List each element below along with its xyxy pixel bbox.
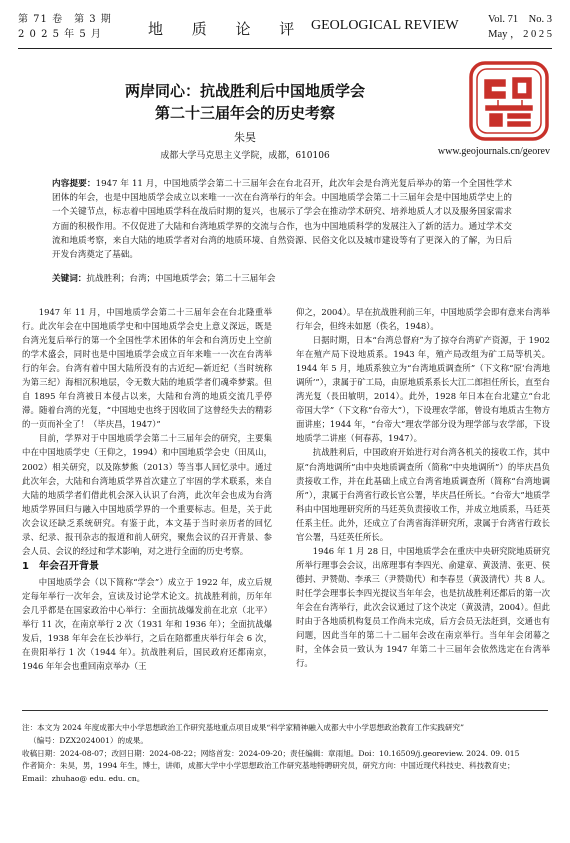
footnote-email[interactable]: Email：zhuhao@ edu. edu. cn。 — [22, 774, 145, 784]
paragraph: 中国地质学会（以下简称“学会”）成立于 1922 年，成立后规定每年举行一次年会，宣读及讨论学术论文。抗战胜利前，历年年会几乎都是在国家政治中心举行：全面抗战爆发前在北京（北平）举行 11 次，在南京举行 2 次（1931 年和 1936 年）；全面抗战爆发后，1938 年年会在长沙举行，之后在陪都重庆举行年会 6 次，在贵阳举行 1 次（1944 年）。抗战胜利后，国民政府还都南京，1946 年年会也重回南京举办（王 — [22, 576, 272, 672]
footnote — [22, 722, 552, 786]
keywords-label: 关键词： — [52, 274, 87, 284]
paragraph: 目前，学界对于中国地质学会第二十三届年会的研究，主要集中在中国地质学史（王仰之，1994）和中国地质学会史（田凤山，2002）相关研究，以及陈梦熊（2013）等当事人回忆录中。通过此次年会，大陆和台湾地质学界首次建立了牢固的学术联系，来自大陆的地质学者们借此机会深入认识了台湾，此次年会也成为台湾地质学界回归与融入中国地质学界的一个重要标志。但是，关于此次会议还缺乏系统研究。有鉴于此，本文基于当时亲历者的回忆录、纪录、报刊杂志的报道和前人研究，聚焦会议的召开背景、参会人员、会议的经过和学术影响，对之进行全面的历史考察。 — [22, 433, 272, 556]
footnote-author-bio: 作者简介：朱昊，男，1994 年生，博士，讲师，成都大学中小学思想政治工作研究基地特聘研究员，研究方向：中国近现代科技史、科技教育史； — [22, 761, 515, 771]
body-column-right — [296, 305, 550, 670]
abstract-label: 内容提要： — [52, 179, 96, 189]
author-affiliation: 成都大学马克思主义学院，成都，610106 — [160, 151, 330, 161]
journal-name-cn: 地 质 论 评 — [148, 20, 307, 38]
footnote-rule — [22, 710, 548, 711]
abstract-text: 1947 年 11 月，中国地质学会第二十三届年会在台北召开，此次年会是台湾光复后举办的第一个全国性学术团体的年会，也是中国地质学会成立以来唯一一次在台湾举行的年会。中国地质学会第二十三届年会是中国地质学史上的一个关键节点，标志着中国地质学科在战后时期的复兴，也展示了学会在推动学术研究、培养地质人才以及服务国家需求方面的积极作用。不仅促进了大陆和台湾地质学界的交流与合作，也为中国地质科学的发展注入了新的活力。通过学术交流和地质考察，来自大陆的地质学者对台湾的地质环境、自然资源、民俗文化以及城市建设等有了更深入的了解，为日后开发台湾奠定了基础。 — [52, 179, 512, 261]
footnote-funding-cont: （编号：DZX2024001）的成果。 — [29, 735, 148, 745]
journal-name-en: GEOLOGICAL REVIEW — [311, 18, 459, 33]
keywords-text: 抗战胜利；台湾；中国地质学会；第二十三届年会 — [86, 274, 276, 284]
header-rule — [18, 48, 552, 49]
title-line-1: 两岸同心：抗战胜利后中国地质学会 — [124, 82, 365, 100]
paragraph: 抗战胜利后，中国政府开始进行对台湾各机关的接收工作，其中原“台湾地调所”由中央地质调查所（简称“中央地调所”）的毕庆昌负责接收工作，并在此基础上成立台湾省地质调查所（简称“台湾地调所”），隶属于台湾省行政长官公署，毕庆昌任所长。“台帝大”地质学科由中国地理研究所的马廷英负责接收工作，并成立地质系，马廷英任系主任。此外，还成立了台湾省海洋研究所，隶属于台湾省行政长官公署，马廷英任所长。 — [296, 447, 550, 542]
abstract — [52, 177, 512, 262]
section-heading — [22, 559, 272, 574]
keywords — [52, 272, 512, 286]
volume-issue-cn: 第 71 卷 第 3 期 — [18, 14, 112, 25]
section-title: 年会召开背景 — [38, 560, 99, 572]
body-column-left — [22, 305, 272, 673]
journal-seal-icon — [468, 60, 550, 142]
paragraph: 1947 年 11 月，中国地质学会第二十三届年会在台北隆重举行。此次年会在中国地质学史和中国地质学会史上意义深远，既是台湾光复后举行的第一个全国性学术团体的年会和台湾历史上空前的学术盛会，同时也是中国地质学会成立百年来唯一一次在台湾举行的年会。台湾有着中国大陆所没有的古近纪—新近纪（当时统称为第三纪）海相沉积地层，令无数大陆的地质学者们魂牵梦萦。但自 1895 年台湾被日本侵占以来，大陆和台湾的地质交流几乎停滞。随着台湾的光复，“中国地史也终于因收回了这曾经失去的精彩的一页而补全了！（毕庆昌，1947）” — [22, 307, 272, 430]
running-header — [18, 12, 552, 46]
section-number: 1 — [22, 560, 29, 572]
issue-info-en — [488, 12, 552, 42]
volume-issue-en: Vol. 71 No. 3 — [488, 14, 552, 25]
issue-info-cn — [18, 12, 112, 42]
date-en: May ， 2 0 2 5 — [488, 29, 552, 40]
article-title — [60, 80, 430, 124]
author-name: 朱昊 — [234, 131, 256, 144]
paragraph: 日据时期，日本“台湾总督府”为了掠夺台湾矿产资源，于 1902 年在殖产局下设地质系。1943 年，殖产局改组为矿工局等机关。1944 年 5 月，地质系独立为“台湾地质调查所”（下文称“原‘台湾地调所’”），隶属于矿工局，由原地质系系长大江二郎担任所长，直至台湾光复（長田敏明，2014）。此外，1928 年日本在台北建立“台北帝国大学”（下文称“台帝大”），下设理农学部，曾设有地质古生物方面讲座；1944 年，“台帝大”理农学部分设为理学部与农学部，下设地质学二讲座（何春荪，1947）。 — [296, 335, 550, 444]
title-line-2: 第二十三届年会的历史考察 — [154, 104, 335, 122]
paragraph: 仰之，2004）。早在抗战胜利前三年，中国地质学会即有意来台湾举行年会，但终未如愿（佚名，1948）。 — [296, 307, 550, 332]
paragraph: 1946 年 1 月 28 日，中国地质学会在重庆中央研究院地质研究所举行理事会会议，出席理事有李四光、俞建章、黄汲清、张更、侯德封、尹赞勋、李承三（尹赞勋代）和李春昱（黄汲清代）共 8 人。时任学会理事长李四光提议当年年会，也是抗战胜利还都后的第一次年会在台湾举行，此次会议通过了这个决定（黄汲清，2004）。但此时由于各地质机构复员工作尚未完成，后方会员无法赶到，交通也有问题，因此当年的第二十二届年会改在南京举行。当年年会闭幕之时，全体会员一致认为 1947 年第二十三届年会依然选定在台湾举行。 — [296, 545, 550, 669]
journal-website-link[interactable]: www.geojournals.cn/georev — [437, 146, 550, 157]
date-cn: 2 0 2 5 年 5 月 — [18, 29, 102, 40]
footnote-funding: 注：本文为 2024 年度成都大中小学思想政治工作研究基地重点项目成果“科学家精神融入成都大中小学思想政治教育工作实践研究” — [22, 723, 464, 732]
footnote-dates: 收稿日期：2024-08-07；改回日期：2024-08-22；网络首发：2024-09-20；责任编辑：章雨旭。Doi：10.16509/j.georeview. 2024. 09. 015 — [22, 748, 520, 758]
